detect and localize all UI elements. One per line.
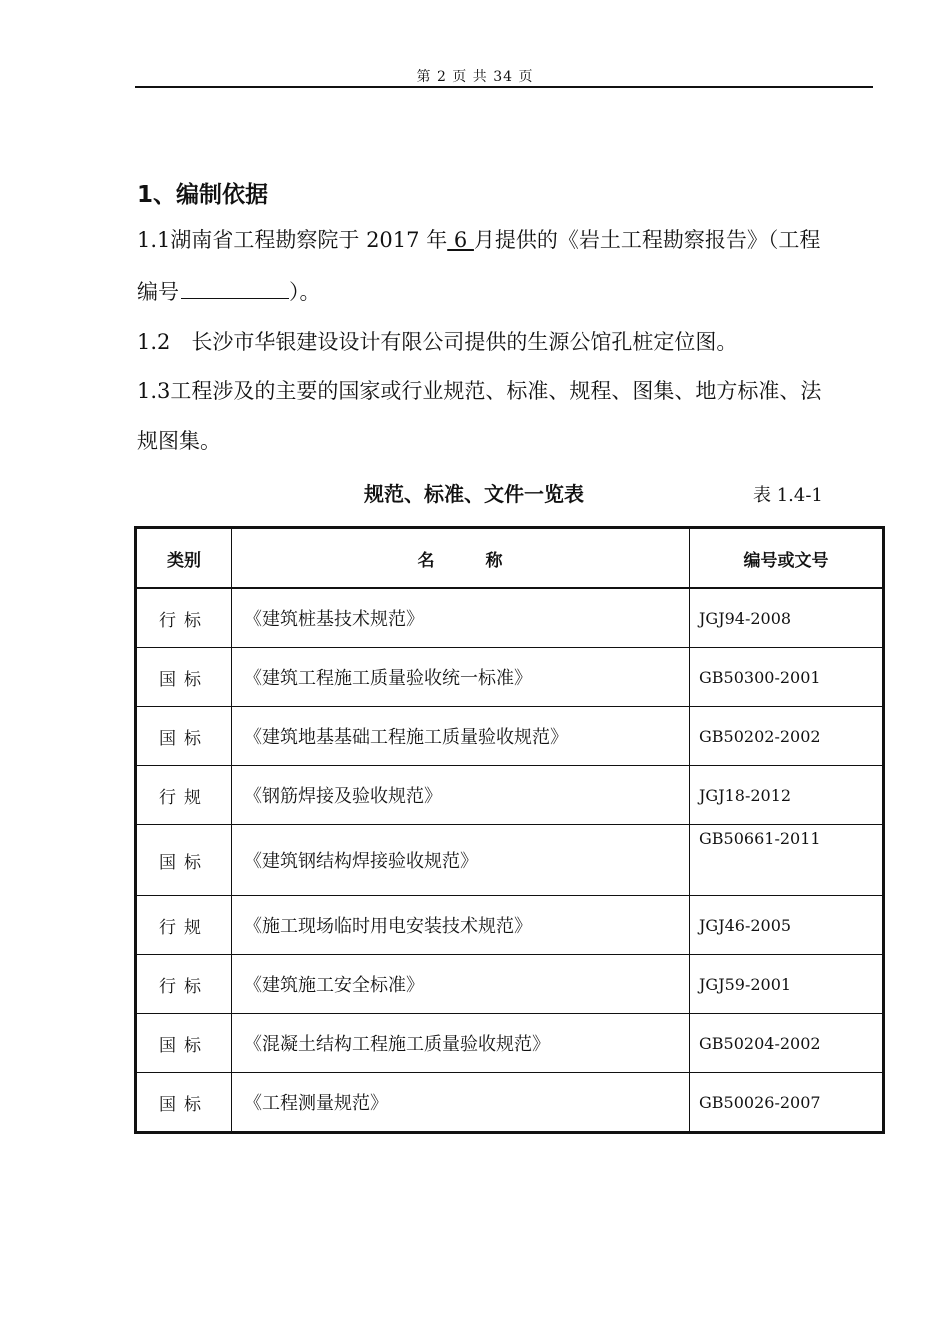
row-code: GB50202-2002 xyxy=(690,707,884,766)
section-title: 1、编制依据 xyxy=(137,182,269,208)
row-code: GB50300-2001 xyxy=(690,648,884,707)
row-name: 《工程测量规范》 xyxy=(232,1073,690,1133)
paragraph-3-line-2: 规图集。 xyxy=(137,429,221,453)
project-number-blank xyxy=(181,276,289,299)
row-name: 《建筑桩基技术规范》 xyxy=(232,588,690,648)
paragraph-1-line-2 xyxy=(137,266,877,318)
row-category: 行标 xyxy=(136,955,232,1014)
row-code: GB50204-2002 xyxy=(690,1014,884,1073)
row-category: 行标 xyxy=(136,588,232,648)
paragraph-1-line-1 xyxy=(137,214,877,266)
row-category: 国标 xyxy=(136,825,232,896)
header-code: 编号或文号 xyxy=(690,528,884,589)
header-category: 类别 xyxy=(136,528,232,589)
row-category: 国标 xyxy=(136,707,232,766)
row-name: 《混凝土结构工程施工质量验收规范》 xyxy=(232,1014,690,1073)
row-name: 《建筑工程施工质量验收统一标准》 xyxy=(232,648,690,707)
row-category: 国标 xyxy=(136,648,232,707)
table-row xyxy=(136,707,884,766)
table-row xyxy=(136,588,884,648)
row-code: GB50026-2007 xyxy=(690,1073,884,1133)
p1-line2-before: 编号 xyxy=(137,280,179,304)
table-caption: 规范、标准、文件一览表 xyxy=(364,482,584,506)
paragraph-2: 1.2 长沙市华银建设设计有限公司提供的生源公馆孔桩定位图。 xyxy=(137,330,738,354)
row-name: 《建筑钢结构焊接验收规范》 xyxy=(232,825,690,896)
table-row xyxy=(136,1073,884,1133)
table-row xyxy=(136,896,884,955)
page-header: 第 2 页 共 34 页 xyxy=(416,69,534,85)
header-rule xyxy=(135,86,873,88)
table-row xyxy=(136,1014,884,1073)
row-category: 国标 xyxy=(136,1014,232,1073)
row-code: GB50661-2011 xyxy=(690,825,884,896)
row-code: JGJ59-2001 xyxy=(690,955,884,1014)
table-row xyxy=(136,825,884,896)
row-code: JGJ18-2012 xyxy=(690,766,884,825)
table-header-row xyxy=(136,528,884,589)
paragraph-3-line-1: 1.3工程涉及的主要的国家或行业规范、标准、规程、图集、地方标准、法 xyxy=(137,379,822,403)
table-row xyxy=(136,955,884,1014)
row-name: 《建筑施工安全标准》 xyxy=(232,955,690,1014)
row-category: 国标 xyxy=(136,1073,232,1133)
header-name-a: 名 xyxy=(417,550,436,571)
row-category: 行规 xyxy=(136,766,232,825)
standards-table xyxy=(134,526,885,1134)
table-row xyxy=(136,648,884,707)
table-row xyxy=(136,766,884,825)
row-name: 《施工现场临时用电安装技术规范》 xyxy=(232,896,690,955)
row-code: JGJ46-2005 xyxy=(690,896,884,955)
row-category: 行规 xyxy=(136,896,232,955)
header-name-b: 称 xyxy=(485,550,504,571)
p1-text-before: 1.1湖南省工程勘察院于 2017 年 xyxy=(137,228,448,252)
row-name: 《钢筋焊接及验收规范》 xyxy=(232,766,690,825)
p1-month: 6 xyxy=(447,228,474,252)
row-code: JGJ94-2008 xyxy=(690,588,884,648)
table-number: 表 1.4-1 xyxy=(753,485,823,506)
row-name: 《建筑地基基础工程施工质量验收规范》 xyxy=(232,707,690,766)
p1-line2-after: ）。 xyxy=(289,280,321,304)
p1-text-after: 月提供的《岩土工程勘察报告》（工程 xyxy=(473,228,821,252)
header-name xyxy=(232,528,690,589)
